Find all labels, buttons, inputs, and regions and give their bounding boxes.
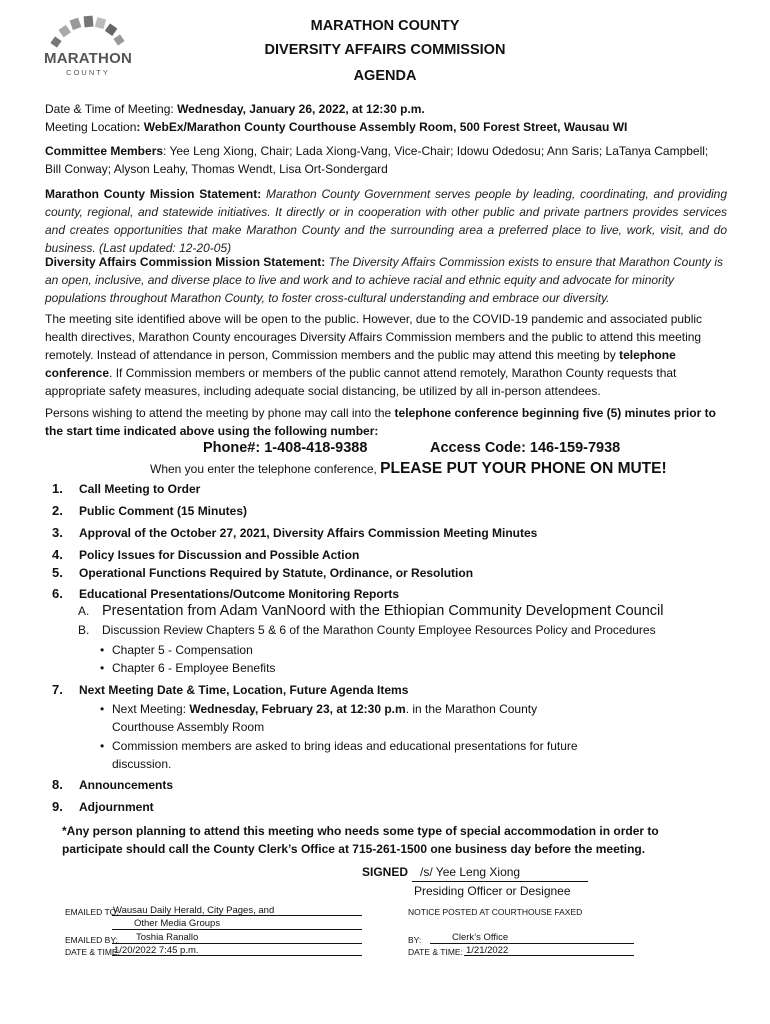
agenda-text: Public Comment (15 Minutes) — [79, 504, 248, 518]
emailed-by-underline — [112, 943, 362, 944]
committee-members-value: : Yee Leng Xiong, Chair; Lada Xiong-Vang, Vice-Chair; Idowu Odedosu; Ann Saris; LaTanya Campbell; Bill Conway; Alyson Leahy, Thomas Wendt, Lisa Ort-Sondergard — [45, 144, 709, 176]
logo-name: MARATHON — [44, 50, 132, 67]
datetime-value: 1/20/2022 7:45 p.m. — [114, 945, 199, 956]
logo-mark-icon — [40, 14, 136, 54]
committee-members — [45, 142, 727, 178]
datetime-label: DATE & TIME: — [65, 947, 120, 957]
agenda-num: 5. — [52, 565, 63, 580]
mute-line — [150, 460, 667, 478]
item6-b-text: Discussion Review Chapters 5 & 6 of the Marathon County Employee Resources Policy and Procedures — [102, 623, 656, 637]
notice-posted: NOTICE POSTED AT COURTHOUSE FAXED — [408, 907, 583, 917]
agenda-num: 4. — [52, 547, 63, 562]
agenda-item-5 — [52, 564, 732, 582]
emailed-to-2: Other Media Groups — [134, 918, 221, 929]
agenda-num: 9. — [52, 799, 63, 814]
item6-b-letter: B. — [78, 623, 90, 637]
item7-bullet-2-text: Commission members are asked to bring ideas and educational presentations for future discussion. — [112, 739, 578, 771]
agenda-text: Adjournment — [79, 800, 154, 814]
meeting-location-value: : WebEx/Marathon County Courthouse Assembly Room, 500 Forest Street, Wausau WI — [136, 120, 628, 134]
dac-mission-label: Diversity Affairs Commission Mission Statement: — [45, 255, 326, 269]
item7-b1-bold: Wednesday, February 23, at 12:30 p.m — [189, 702, 406, 716]
item6-a-letter: A. — [78, 604, 90, 618]
item7-b1-post: . in the Marathon County Courthouse Assembly Room — [112, 702, 538, 734]
datetime2-value: 1/21/2022 — [466, 945, 509, 956]
emailed-to-underline-2 — [112, 929, 362, 930]
agenda-item-9 — [52, 798, 732, 816]
agenda-item-7 — [52, 681, 732, 699]
datetime-underline — [112, 955, 362, 956]
signed-label: SIGNED — [362, 865, 409, 879]
agenda-num: 8. — [52, 777, 63, 792]
mute-pre: When you enter the telephone conference, — [150, 462, 381, 476]
agenda-item-4 — [52, 546, 732, 564]
meeting-location-label: Meeting Location — [45, 120, 137, 134]
mute-instruction: PLEASE PUT YOUR PHONE ON MUTE! — [380, 460, 667, 477]
signature-underline — [412, 881, 588, 882]
emailed-by-label: EMAILED BY: — [65, 935, 118, 945]
signature-role: Presiding Officer or Designee — [414, 884, 571, 898]
title-county: MARATHON COUNTY — [310, 18, 460, 34]
phone-text-bold: telephone conference beginning five (5) minutes prior to the start time indicated above using the following number: — [45, 406, 716, 438]
datetime2-label: DATE & TIME: — [408, 947, 463, 957]
committee-members-label: Committee Members — [45, 144, 164, 158]
agenda-text: Next Meeting Date & Time, Location, Future Agenda Items — [79, 683, 409, 697]
dac-mission-statement — [45, 253, 727, 307]
logo-sub: COUNTY — [66, 68, 110, 77]
emailed-by-value: Toshia Ranallo — [136, 932, 199, 943]
county-mission-label: Marathon County Mission Statement: — [45, 187, 262, 201]
by-label: BY: — [408, 935, 422, 945]
item7-b1-pre: Next Meeting: — [112, 702, 190, 716]
bullet-dot-icon: • — [100, 643, 105, 657]
item6-bullet-text: Chapter 6 - Employee Benefits — [112, 661, 276, 675]
county-mission-statement — [45, 185, 727, 257]
agenda-text: Policy Issues for Discussion and Possible Action — [79, 548, 360, 562]
bullet-dot-icon: • — [100, 661, 105, 675]
title-agenda: AGENDA — [353, 68, 417, 84]
agenda-text: Educational Presentations/Outcome Monitoring Reports — [79, 587, 400, 601]
covid-paragraph — [45, 310, 727, 400]
emailed-to-label: EMAILED TO: — [65, 907, 119, 917]
covid-text-bold: telephone conference — [45, 348, 676, 380]
emailed-to-1: Wausau Daily Herald, City Pages, and — [113, 905, 275, 916]
phone-text: Persons wishing to attend the meeting by phone may call into the — [45, 406, 395, 420]
meeting-date-line — [45, 100, 735, 118]
agenda-num: 2. — [52, 503, 63, 518]
meeting-location-line — [45, 118, 735, 136]
covid-text-2: . If Commission members or members of the public cannot attend remotely, Marathon County requests that appropriate safety measures, including adequate social distancing, be utilized by all in-person attendees. — [45, 366, 677, 398]
emailed-to-underline — [112, 915, 362, 916]
agenda-item-8 — [52, 776, 732, 794]
agenda-item-1 — [52, 480, 732, 498]
by-underline — [430, 943, 634, 944]
agenda-num: 6. — [52, 586, 63, 601]
title-commission: DIVERSITY AFFAIRS COMMISSION — [264, 42, 506, 58]
item6-a — [78, 603, 664, 619]
agenda-text: Operational Functions Required by Statute, Ordinance, or Resolution — [79, 566, 474, 580]
access-code: Access Code: 146-159-7938 — [430, 440, 621, 456]
dac-mission-text: The Diversity Affairs Commission exists to ensure that Marathon County is an open, inclusive, and diverse place to live and work and to achieve racial and ethnic equity and advocate for minority populations throughout Marathon County, to foster cross-cultural understanding and embrace our diversity. — [45, 255, 723, 305]
agenda-text: Call Meeting to Order — [79, 482, 201, 496]
agenda-num: 7. — [52, 682, 63, 697]
datetime2-underline — [464, 955, 634, 956]
agenda-text: Approval of the October 27, 2021, Diversity Affairs Commission Meeting Minutes — [79, 526, 538, 540]
agenda-num: 3. — [52, 525, 63, 540]
agenda-item-3 — [52, 524, 732, 542]
by-value: Clerk’s Office — [452, 932, 509, 943]
agenda-num: 1. — [52, 481, 63, 496]
item6-b — [78, 623, 656, 637]
covid-text-1: The meeting site identified above will be open to the public. However, due to the COVID-19 pandemic and associated public health directives, Marathon County encourages Diversity Affairs Commission members and the public to attend this meeting remotely. Instead of attendance in person, Commission members and the public may attend this meeting by — [45, 312, 703, 362]
meeting-date-label: Date & Time of Meeting: — [45, 102, 178, 116]
agenda-text: Announcements — [79, 778, 174, 792]
agenda-item-2 — [52, 502, 732, 520]
bullet-dot-icon: • — [100, 739, 105, 753]
item7-bullet-1-text — [112, 700, 552, 736]
signed-value: /s/ Yee Leng Xiong — [420, 865, 521, 879]
marathon-county-logo — [40, 14, 136, 94]
bullet-dot-icon: • — [100, 702, 105, 716]
phone-number: Phone#: 1-408-418-9388 — [203, 440, 368, 456]
county-mission-text: Marathon County Government serves people by leading, coordinating, and providing county, regional, and statewide initiatives. It directly or in cooperation with other public and private partners provides services and creates opportunities that make Marathon County and the surrounding area a preferred place to live, work, visit, and do business. (Last updated: 12-20-05) — [45, 187, 728, 255]
agenda-item-6 — [52, 585, 732, 603]
phone-paragraph — [45, 404, 727, 440]
meeting-date-value: Wednesday, January 26, 2022, at 12:30 p.m. — [177, 102, 425, 116]
item6-a-text: Presentation from Adam VanNoord with the Ethiopian Community Development Council — [102, 603, 664, 619]
accommodation-notice: *Any person planning to attend this meeting who needs some type of special accommodation in order to participate should call the County Clerk’s Office at 715-261-1500 one business day before the meeting. — [62, 824, 659, 856]
item6-bullet-text: Chapter 5 - Compensation — [112, 643, 253, 657]
